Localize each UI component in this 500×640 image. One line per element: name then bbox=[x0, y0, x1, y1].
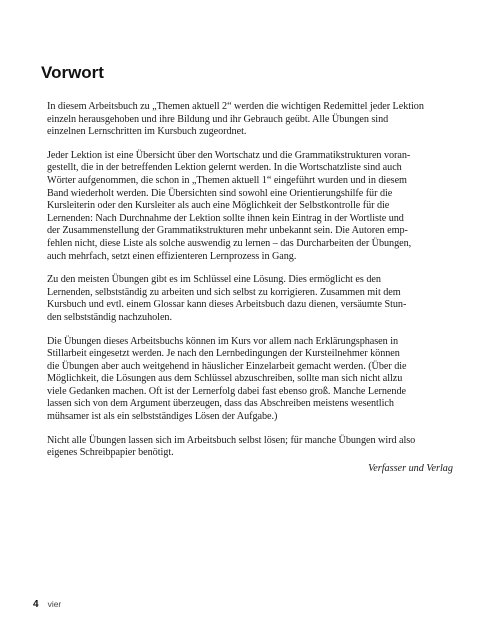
text-line: Lernenden: Nach Durchnahme der Lektion sollte ihnen kein Eintrag in der Wortliste und bbox=[47, 212, 404, 224]
text-line: den selbstständig nachzuholen. bbox=[47, 311, 172, 323]
text-line: die Übungen aber auch weitgehend in häuslicher Einzelarbeit gemacht werden. (Über die bbox=[47, 360, 407, 372]
text-line: Jeder Lektion ist eine Übersicht über den Wortschatz und die Grammatikstrukturen voran- bbox=[47, 149, 411, 161]
text-line: Kursbuch und evtl. einem Glossar kann dieses Arbeitsbuch dazu dienen, versäumte Stun- bbox=[47, 299, 407, 311]
paragraph-intro bbox=[47, 101, 453, 139]
signature: Verfasser und Verlag bbox=[368, 462, 453, 474]
paragraph-key bbox=[47, 274, 453, 324]
text-line: Lernenden, selbstständig zu arbeiten und sich selbst zu korrigieren. Zusammen mit dem bbox=[47, 286, 401, 298]
text-line: Zu den meisten Übungen gibt es im Schlüssel eine Lösung. Dies ermöglicht es den bbox=[47, 274, 381, 286]
text-line: der Zusammenstellung der Grammatikstrukturen mehr unbekannt sein. Die Autoren emp- bbox=[47, 225, 408, 237]
paragraph-overview bbox=[47, 150, 453, 263]
page-title: Vorwort bbox=[41, 63, 104, 82]
text-line: eigenes Schreibpapier benötigt. bbox=[47, 447, 174, 459]
text-line: Band wiederholt werden. Die Übersichten sind sowohl eine Orientierungshilfe für die bbox=[47, 187, 393, 199]
text-line: Möglichkeit, die Lösungen aus dem Schlüssel abzuschreiben, sollte man sich nicht allzu bbox=[47, 373, 403, 385]
text-line: auch mehrfach, setzt einen effizienteren Lernprozess in Gang. bbox=[47, 250, 297, 262]
preface-body bbox=[47, 101, 453, 475]
text-line: lassen sich von dem Argument überzeugen, dass das Abschreiben meistens wesentlich bbox=[47, 398, 394, 410]
text-line: Wörter aufgenommen, die schon in „Themen aktuell 1“ eingeführt wurden und in diesem bbox=[47, 174, 407, 186]
text-line: In diesem Arbeitsbuch zu „Themen aktuell 2“ werden die wichtigen Redemittel jeder Lektion bbox=[47, 101, 424, 112]
text-line: gestellt, die in der betreffenden Lektion gelernt werden. In die Wortschatzliste sind auch bbox=[47, 162, 402, 174]
text-line: Die Übungen dieses Arbeitsbuchs können im Kurs vor allem nach Erklärungsphasen in bbox=[47, 335, 399, 347]
text-line: Nicht alle Übungen lassen sich im Arbeitsbuch selbst lösen; für manche Übungen wird also bbox=[47, 434, 416, 446]
text-line: mühsamer ist als ein selbstständiges Lösen der Aufgabe.) bbox=[47, 411, 278, 423]
text-line: einzelnen Lernschritten im Kursbuch zugeordnet. bbox=[47, 126, 247, 138]
text-line: Kursleiterin oder den Kursleiter als auch eine Möglichkeit der Selbstkontrolle für die bbox=[47, 200, 390, 212]
paragraph-paper bbox=[47, 435, 453, 460]
text-line: viele Gedanken machen. Oft ist der Lernerfolg dabei fast ebenso groß. Manche Lernende bbox=[47, 385, 406, 397]
page-number: 4 bbox=[33, 599, 39, 610]
page-footer bbox=[33, 599, 61, 610]
paragraph-exercises bbox=[47, 336, 453, 424]
page-number-word: vier bbox=[47, 599, 62, 609]
text-line: fehlen nicht, diese Liste als solche auswendig zu lernen – das Durcharbeiten der Übungen, bbox=[47, 237, 412, 249]
text-line: einzeln herausgehoben und ihre Bildung und ihr Gebrauch geübt. Alle Übungen sind bbox=[47, 113, 389, 125]
text-line: Stillarbeit eingesetzt werden. Je nach den Lernbedingungen der Kursteilnehmer können bbox=[47, 348, 400, 360]
